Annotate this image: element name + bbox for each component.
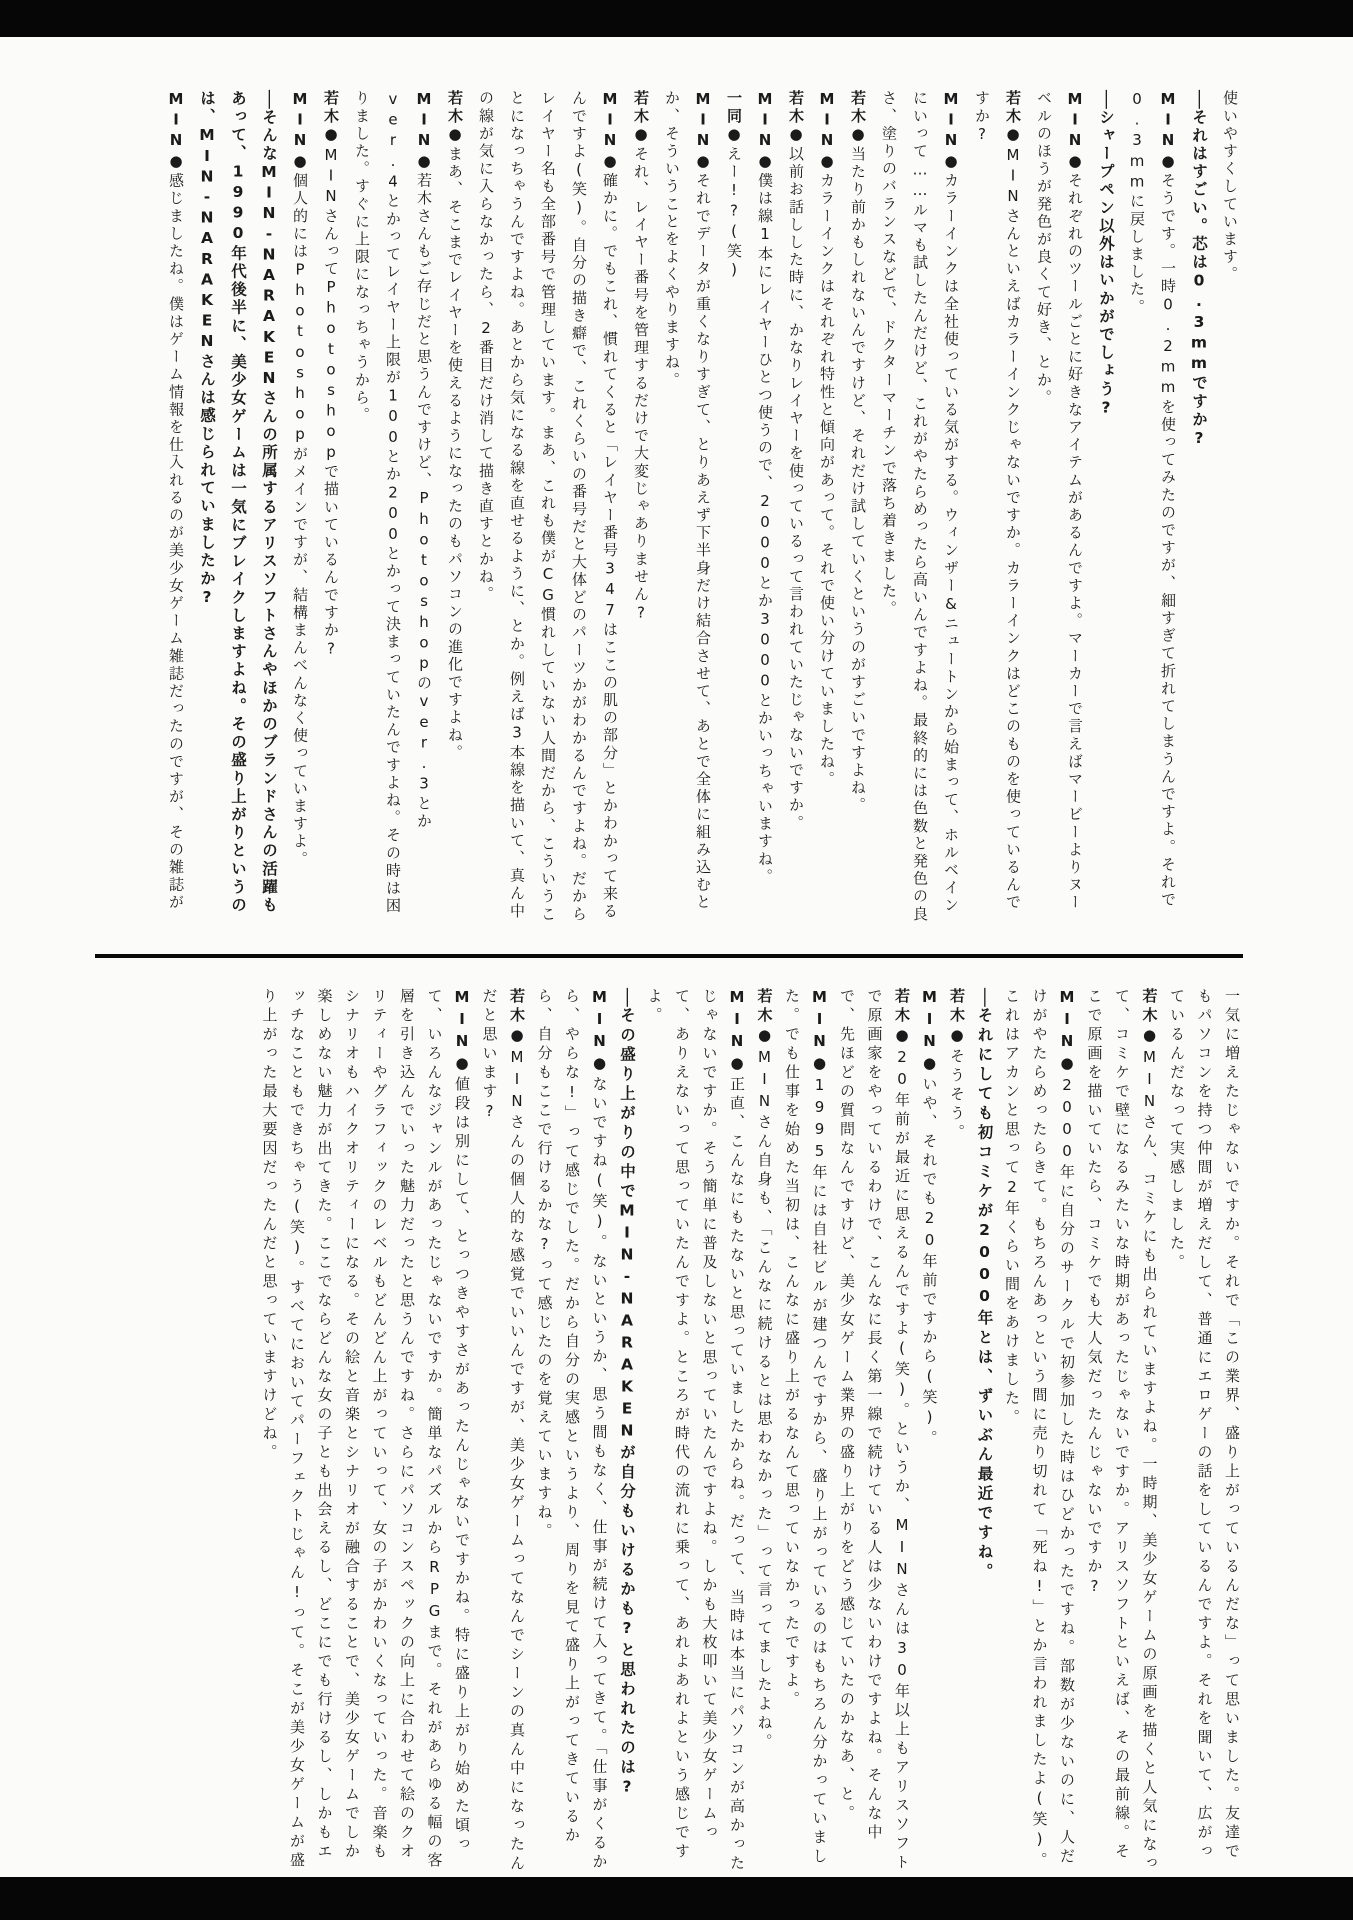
top-black-bar	[0, 0, 1353, 37]
interview-turn: MIN●若木さんもご存じだと思うんですけど、Photoshopのver.3とかver.4とかってレイヤー上限が100とか200とかって決まっていたんですよね。その時は困りました。すぐに上限になっちゃうから。	[353, 90, 433, 915]
bottom-black-bar	[0, 1877, 1353, 1920]
speaker-label: MIN●	[415, 90, 433, 173]
speaker-label: MIN●	[167, 90, 185, 173]
speaker-label: MIN●	[694, 90, 712, 173]
interview-turn: 若木●MINさん自身も、「こんなに続けるとは思わなかった」って言ってましたよね。	[755, 988, 774, 1753]
interview-turn: MIN●感じましたね。僕はゲーム情報を仕入れるのが美少女ゲーム雑誌だったのですが、その雑誌が	[167, 90, 185, 912]
speaker-label: 一同●	[725, 90, 743, 146]
interview-turn: MIN●正直、こんなにもたないと思っていましたからね。だって、当時は本当にパソコンが高かったじゃないですか。そう簡単に普及しないと思っていたんですよね。しかも大枚叩いて美少女ゲームって、ありえないって思っていたんですよ。ところが時代の流れに乗って、あれよあれよという感じですよ。	[645, 988, 746, 1874]
speaker-label: MIN●	[1058, 988, 1076, 1076]
interview-turn: 若木●20年前が最近に思えるんですよ(笑)。というか、MINさんは30年以上もアリスソフトで原画家をやっているわけで、こんなに長く第一線で続けている人は少ないわけですよね。そんな中で、先ほどの質問なんですけど、美少女ゲーム業界の盛り上がりをどう感じていたのかなあ、と。	[838, 988, 911, 1873]
question-dash: ──	[618, 988, 636, 1007]
speaker-label: MIN●	[453, 988, 471, 1076]
speaker-label: 若木●	[755, 988, 774, 1048]
speaker-label: 若木●	[787, 90, 805, 146]
interview-turn: MIN●それぞれのツールごとに好きなアイテムがあるんですよ。マーカーで言えばマービーよりヌーベルのほうが発色が良くて好き、とか。	[1035, 90, 1084, 912]
interview-turn: 一気に増えたじゃないですか。それで「この業界、盛り上がっているんだな」って思いました。友達でもパソコンを持つ仲間が増えだして、普通にエロゲーの話をしているんですよ。それを聞いて、広がっているんだなって実感しました。	[1168, 988, 1241, 1862]
interview-turn: 若木●MINさんの個人的な感覚でいいんですが、美少女ゲームってなんでシーンの真ん中になったんだと思います?	[480, 988, 526, 1874]
interview-bottom-band	[255, 988, 1245, 1876]
interview-turn: MIN●そうです。一時0.2mmを使ってみたのですが、細すぎて折れてしまうんですよ。それで0.3mmに戻しました。	[1128, 90, 1177, 910]
question-dash: ──	[1097, 90, 1115, 109]
interview-turn: 若木●MINさんといえばカラーインクじゃないですか。カラーインクはどこのものを使っているんですか?	[973, 90, 1022, 912]
interview-turn: 若木●MINさん、コミケにも出られていますよね。一時期、美少女ゲームの原画を描くと人気になって、コミケで壁になるみたいな時期があったじゃないですか。アリスソフトといえば、その最前線。そこで原画を描いていたら、コミケでも大人気だったんじゃないですか?	[1085, 988, 1159, 1874]
question-dash: ──	[260, 90, 278, 109]
speaker-label: MIN●	[756, 90, 774, 173]
interview-turn: 使いやすくしています。	[1221, 90, 1239, 284]
interview-turn: MIN●確かに。でもこれ、慣れてくると「レイヤー番号347はここの肌の部分」とかわかって来るんですよ(笑)。自分の描き癖で、これくらいの番号だと大体どのパーツかがわかるんですよね。だからレイヤー名も全部番号で管理しています。まあ、これも僕がCG慣れしていない人間だから、こういうことになっちゃうんですよね。あとから気になる線を直せるように、とか。例えば3本線を描いて、真ん中の線が気に入らなかったら、2番目だけ消して描き直すとかね。	[477, 90, 619, 924]
interview-turn: 若木●それ、レイヤー番号を管理するだけで大変じゃありません?	[632, 90, 650, 625]
speaker-label: MIN●	[590, 988, 609, 1076]
speaker-label: MIN●	[818, 90, 836, 173]
interview-turn: 若木●MINさんってPhotoshopで描いているんですか?	[322, 90, 340, 661]
speaker-label: MIN●	[601, 90, 619, 173]
interview-turn: 若木●以前お話しした時に、かなりレイヤーを使っているって言われていたじゃないですか。	[787, 90, 805, 833]
speaker-label: MIN●	[810, 988, 829, 1076]
interviewer-question: ──それはすごい。芯は0.3mmですか?	[1190, 90, 1208, 450]
speaker-label: 若木●	[1004, 90, 1022, 146]
speaker-label: 若木●	[1140, 988, 1159, 1048]
interview-turn: 若木●まあ、そこまでレイヤーを使えるようになったのもパソコンの進化ですよね。	[446, 90, 464, 762]
speaker-label: 若木●	[893, 988, 911, 1048]
speaker-label: 若木●	[322, 90, 340, 146]
question-dash: ──	[975, 988, 994, 1007]
interview-turn: MIN●いや、それでも20年前ですから(笑)。	[920, 988, 939, 1449]
question-dash: ──	[1190, 90, 1208, 109]
speaker-label: MIN●	[1159, 90, 1177, 173]
speaker-label: MIN●	[920, 988, 939, 1076]
interviewer-question: ──それにしても初コミケが2000年とは、ずいぶん最近ですね。	[975, 988, 994, 1583]
interviewer-question: ──その盛り上がりの中でMIN-NARAKENが自分もいけるかも?と思われたのは?	[618, 988, 636, 1800]
interview-turn: MIN●カラーインクは全社使っている気がする。ウィンザー&ニュートンから始まって、ホルベインにいって……ルマも試したんだけど、これがやたらめったら高いんですよね。最終的には色数と発色の良さ、塗りのバランスなどで、ドクターマーチンで落ち着きました。	[880, 90, 960, 924]
interview-turn: MIN●2000年に自分のサークルで初参加した時はひどかったですね。部数が少ないのに、人だけがやたらめったらきて。もちろんあっという間に売り切れて「死ね!」とか言われましたよ(笑)。これはアカンと思って2年くらい間をあけました。	[1003, 988, 1076, 1871]
interview-turn: MIN●僕は線1本にレイヤーひとつ使うので、2000とか3000とかいっちゃいますね。	[756, 90, 774, 886]
speaker-label: MIN●	[728, 988, 746, 1076]
section-divider-rule	[95, 954, 1243, 958]
speaker-label: 若木●	[508, 988, 526, 1048]
interview-turn: MIN●個人的にはPhotoshopがメインですが、結構まんべんなく使っていますよ。	[291, 90, 309, 869]
interview-turn: 一同●えー!?(笑)	[725, 90, 743, 282]
speaker-label: MIN●	[942, 90, 960, 173]
interview-turn: MIN●カラーインクはそれぞれ特性と傾向があって。それで使い分けていましたね。	[818, 90, 836, 789]
interview-turn: MIN●1995年には自社ビルが建つんですから、盛り上がっているのはもちろん分かっていました。でも仕事を始めた当初は、こんなに盛り上がるなんて思っていなかったですよ。	[783, 988, 829, 1867]
interview-top-band	[160, 90, 1245, 928]
speaker-label: MIN●	[1066, 90, 1084, 173]
interview-turn: MIN●それでデータが重くなりすぎて、とりあえず下半身だけ結合させて、あとで全体に組み込むとか、そういうことをよくやりますね。	[663, 90, 712, 912]
interviewer-question: ──シャープペン以外はいかがでしょう?	[1097, 90, 1115, 419]
interview-turn: 若木●当たり前かもしれないんですけど、それだけ試していくというのがすごいですよね。	[849, 90, 867, 815]
speaker-label: 若木●	[632, 90, 650, 146]
speaker-label: 若木●	[948, 988, 966, 1048]
speaker-label: 若木●	[446, 90, 464, 146]
speaker-label: 若木●	[849, 90, 867, 146]
interview-turn: MIN●値段は別にして、とっつきやすさがあったんじゃないですかね。特に盛り上がり始めた頃って、いろんなジャンルがあったじゃないですか。簡単なパズルからRPGまで。それがあらゆる幅の客層を引き込んでいった魅力だったと思うんですね。さらにパソコンスペックの向上に合わせて絵のクオリティーやグラフィックのレベルもどんどん上がっていって、女の子がかわいくなっていった。音楽もシナリオもハイクオリティーになる。その絵と音楽とシナリオが融合することで、美少女ゲームでしか楽しめない魅力が出てきた。ここでならどんな女の子とも出会えるし、どこにでも行けるし、しかもエッチなこともできちゃう(笑)。すべてにおいてパーフェクトじゃん!って。そこが美少女ゲームが盛り上がった最大要因だったんだと思っていますけどね。	[260, 988, 471, 1871]
interviewer-question: ──そんなMIN-NARAKENさんの所属するアリスソフトさんやほかのブランドさんの活躍もあって、1990年代後半に、美少女ゲームは一気にブレイクしますよね。その盛り上がりというのは、MIN-NARAKENさんは感じられていましたか?	[198, 90, 278, 915]
interview-turn: MIN●ないですね(笑)。ないというか、思う間もなく、仕事が続けて入ってきて。「仕事がくるから、やらな!」って感じでした。だから自分の実感というより、周りを見て盛り上がってきているから、自分もここで行けるかな?って感じたのを覚えていますね。	[535, 988, 609, 1873]
interview-turn: 若木●そうそう。	[948, 988, 966, 1143]
speaker-label: MIN●	[291, 90, 309, 173]
